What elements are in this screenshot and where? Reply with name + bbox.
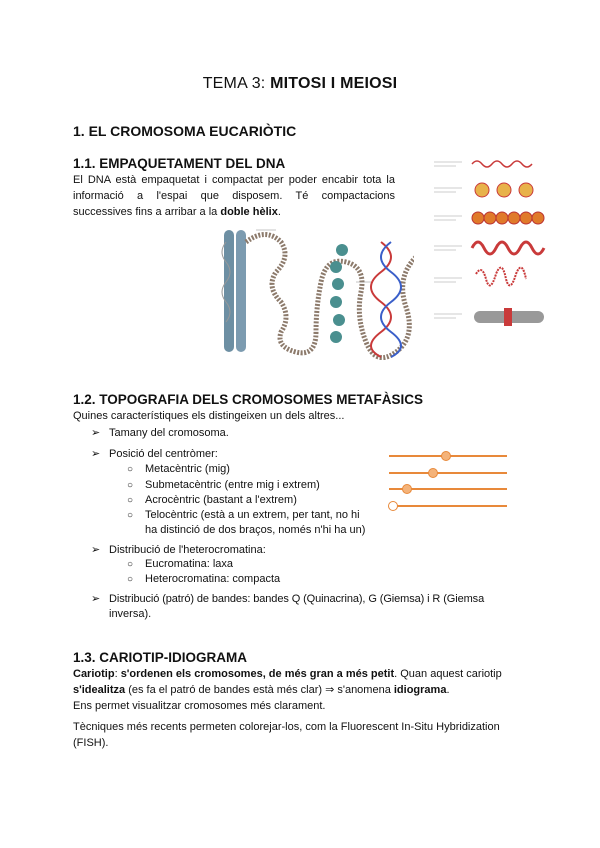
- bullet-arrow: ➢: [91, 544, 101, 556]
- sub-metacentric: Metacèntric (mig): [145, 463, 230, 475]
- sub-bullet: ○: [127, 495, 134, 506]
- section-1-2-heading: 1.2. TOPOGRAFIA DELS CROMOSOMES METAFÀSICS: [73, 392, 424, 407]
- loop-level: [472, 242, 544, 254]
- section-1-1-text: El DNA està empaquetat i compactat per poder encabir tota la informació a l'espai que disposem. Té compactacions successives fins a arribar a la doble hèlix.: [73, 174, 395, 218]
- sub-bullet: ○: [127, 559, 134, 570]
- scaffold-level: [476, 268, 526, 286]
- sub-heterochromatin: Heterocromatina: compacta: [145, 573, 281, 585]
- sub-telocentric-2: ha distinció de dos braços, només n'hi ha un): [145, 524, 366, 536]
- sub-submetacentric: Submetacèntric (entre mig i extrem): [145, 479, 320, 491]
- helix-level: [472, 161, 532, 167]
- chromosome-lines: [389, 456, 507, 506]
- level-labels: [434, 162, 462, 318]
- centromere-positions-diagram: [387, 446, 509, 514]
- bullet-arrow: ➢: [91, 427, 101, 439]
- bullet-bands-1: Distribució (patró) de bandes: bandes Q (Quinacrina), G (Giemsa) i R (Giemsa: [109, 593, 485, 605]
- nucleosome-level: [475, 183, 533, 197]
- double-helix: [371, 242, 401, 357]
- fish-paragraph: Tècniques més recents permeten colorejar-los, com la Fluorescent In-Situ Hybridization (FISH).: [73, 721, 500, 749]
- section-1-2-intro: Quines característiques els distingeixen un dels altres...: [73, 410, 345, 422]
- fiber-level: [472, 212, 544, 224]
- page-title: TEMA 3: MITOSI I MEIOSI: [202, 75, 398, 92]
- dna-packaging-diagram: [196, 222, 414, 360]
- bullet-bands-2: inversa).: [109, 608, 152, 620]
- sub-bullet: ○: [127, 510, 134, 521]
- chromatin-fiber: [246, 235, 414, 358]
- sub-bullet: ○: [127, 480, 134, 491]
- section-1-heading: 1. EL CROMOSOMA EUCARIÒTIC: [73, 123, 297, 139]
- bullet-arrow: ➢: [91, 593, 101, 605]
- section-1-1-heading: 1.1. EMPAQUETAMENT DEL DNA: [73, 156, 286, 171]
- centromere-markers: [389, 452, 451, 511]
- bullet-size: Tamany del cromosoma.: [109, 427, 229, 439]
- chromosome-figure: [222, 230, 246, 352]
- section-1-3-heading: 1.3. CARIOTIP-IDIOGRAMA: [73, 650, 248, 665]
- sub-telocentric-1: Telocèntric (està a un extrem, per tant, no hi: [145, 509, 360, 521]
- bullet-heterochromatin: Distribució de l'heterocromatina:: [109, 544, 266, 556]
- bullet-centromere: Posició del centròmer:: [109, 448, 218, 460]
- chromosome-level: [474, 308, 544, 326]
- karyotype-paragraph: Cariotip: s'ordenen els cromosomes, de més gran a més petit. Quan aquest cariotip s'idealitza (es fa el patró de bandes està més clar) ⇒ s'anomena idiograma. Ens permet visualitzar cromosomes més clarament.: [73, 668, 502, 712]
- sub-bullet: ○: [127, 464, 134, 475]
- sub-acrocentric: Acrocèntric (bastant a l'extrem): [145, 494, 297, 506]
- sub-euchromatin: Eucromatina: laxa: [145, 558, 234, 570]
- dna-levels-diagram: [432, 156, 550, 332]
- sub-bullet: ○: [127, 574, 134, 585]
- bullet-arrow: ➢: [91, 448, 101, 460]
